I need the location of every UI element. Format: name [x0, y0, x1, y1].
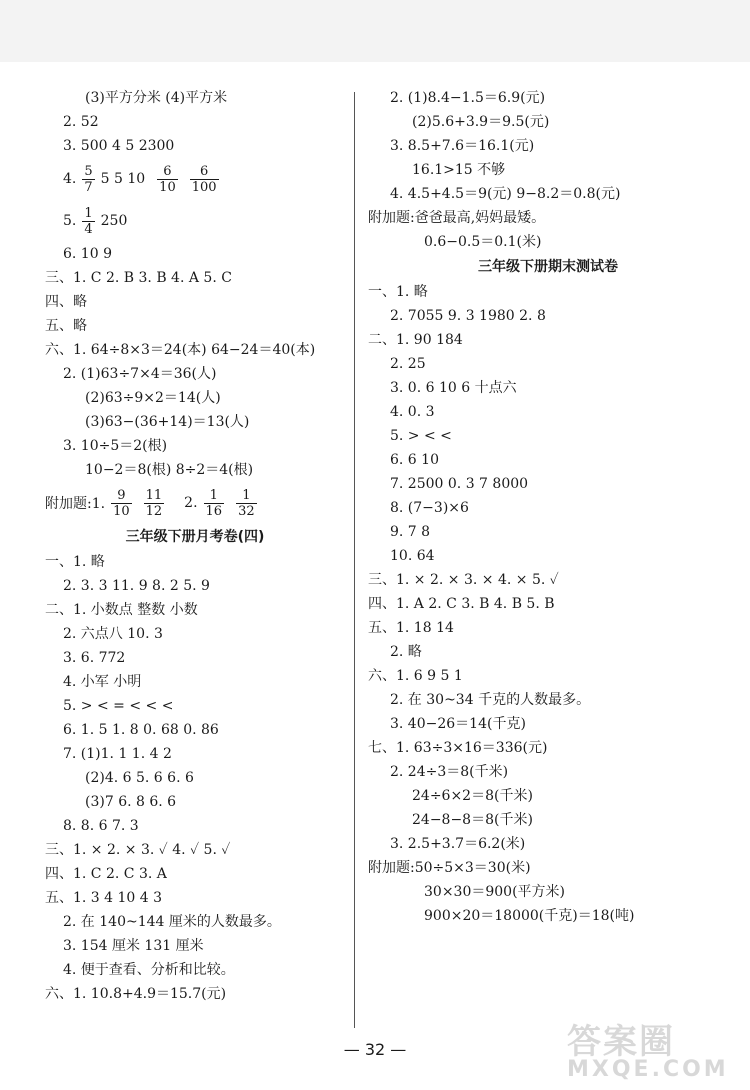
answer-line: 3. 0. 6 10 6 十点六 — [390, 380, 517, 396]
answer-line: 4. 4.5+4.5＝9(元) 9−8.2＝0.8(元) — [390, 186, 621, 202]
denominator: 12 — [145, 503, 163, 519]
numerator: 1 — [84, 205, 93, 221]
answer-line: 30×30＝900(平方米) — [424, 884, 566, 900]
denominator: 7 — [84, 179, 93, 195]
right-column — [368, 86, 728, 928]
answer-line: 2. 在 140~144 厘米的人数最多。 — [63, 914, 281, 930]
answer-line: 5. > < < — [390, 428, 452, 444]
section-heading: 三年级下册期末测试卷 — [478, 259, 618, 275]
answer-line: 一、1. 略 — [45, 554, 105, 570]
answer-line: 24÷6×2＝8(千米) — [412, 788, 533, 804]
fraction — [82, 164, 94, 195]
answer-line: 2. 略 — [390, 644, 422, 660]
answer-line: 7. 2500 0. 3 7 8000 — [390, 476, 529, 492]
answer-line: 3. 8.5+7.6＝16.1(元) — [390, 138, 535, 154]
answer-line: 七、1. 63÷3×16＝336(元) — [368, 740, 548, 756]
answer-line: 3. 6. 772 — [63, 650, 126, 666]
item-number: 4. — [63, 171, 77, 187]
answer-line: (2)4. 6 5. 6 6. 6 — [85, 770, 194, 786]
answer-line: 2. 24÷3＝8(千米) — [390, 764, 509, 780]
answer-line: 3. 2.5+3.7＝6.2(米) — [390, 836, 526, 852]
watermark-url: MXQE.COM — [567, 1057, 729, 1082]
answer-line: 三、1. × 2. × 3. ✓ 4. ✓ 5. ✓ — [45, 842, 231, 858]
page-top-band — [0, 0, 750, 62]
watermark-logo — [567, 1014, 742, 1084]
answer-line: 8. (7−3)×6 — [390, 500, 469, 516]
answer-line: 二、1. 小数点 整数 小数 — [45, 602, 198, 618]
answer-line: 四、1. A 2. C 3. B 4. B 5. B — [368, 596, 555, 612]
answer-line: (3)63−(36+14)＝13(人) — [85, 414, 250, 430]
bonus-label: 附加题:1. — [45, 496, 106, 512]
fraction-answer-line — [45, 482, 345, 524]
answer-line: (3)平方分米 (4)平方米 — [85, 90, 228, 106]
denominator: 4 — [84, 221, 93, 237]
answer-line: 8. 8. 6 7. 3 — [63, 818, 139, 834]
answer-line: 五、1. 18 14 — [368, 620, 454, 636]
answer-line: 4. 0. 3 — [390, 404, 435, 420]
numerator: 9 — [117, 487, 126, 503]
item-number: 5. — [63, 213, 77, 229]
answer-text: 250 — [100, 213, 128, 229]
answer-line: 2. 52 — [63, 114, 99, 130]
fraction — [190, 164, 219, 195]
answer-line: (2)5.6+3.9＝9.5(元) — [412, 114, 550, 130]
answer-line: 附加题:50÷5×3＝30(米) — [368, 860, 531, 876]
answer-line: 五、1. 3 4 10 4 3 — [45, 890, 163, 906]
answer-line: 10−2＝8(根) 8÷2＝4(根) — [85, 462, 254, 478]
denominator: 10 — [159, 179, 176, 195]
fraction — [204, 488, 225, 519]
answer-line: 二、1. 90 184 — [368, 332, 463, 348]
answer-line: 6. 6 10 — [390, 452, 439, 468]
answer-line: 2. (1)63÷7×4＝36(人) — [63, 366, 217, 382]
answer-line: 2. 在 30~34 千克的人数最多。 — [390, 692, 591, 708]
answer-line: 四、略 — [45, 294, 87, 310]
answer-line: 0.6−0.5＝0.1(米) — [424, 234, 542, 250]
fraction-answer-line — [45, 200, 345, 242]
answer-line: 24−8−8＝8(千米) — [412, 812, 533, 828]
answer-line: 4. 小军 小明 — [63, 674, 142, 690]
answer-line: 一、1. 略 — [368, 284, 428, 300]
answer-line: 2. 25 — [390, 356, 426, 372]
numerator: 6 — [163, 163, 172, 179]
answer-line: 5. > < = < < < — [63, 698, 174, 714]
denominator: 16 — [205, 503, 223, 519]
column-divider — [354, 92, 355, 1028]
answer-line: 3. 40−26＝14(千克) — [390, 716, 526, 732]
answer-line: 五、略 — [45, 318, 87, 334]
answer-line: 四、1. C 2. C 3. A — [45, 866, 167, 882]
answer-line: 3. 154 厘米 131 厘米 — [63, 938, 204, 954]
fraction-answer-line — [45, 158, 345, 200]
answer-line: 9. 7 8 — [390, 524, 431, 540]
numerator: 1 — [209, 487, 218, 503]
answer-text: 5 5 10 — [100, 171, 146, 187]
answer-line: 2. 3. 3 11. 9 8. 2 5. 9 — [63, 578, 210, 594]
denominator: 32 — [238, 503, 255, 519]
answer-line: 3. 10÷5＝2(根) — [63, 438, 168, 454]
answer-line: (2)63÷9×2＝14(人) — [85, 390, 221, 406]
page-number: — 32 — — [343, 1040, 407, 1059]
answer-line: 7. (1)1. 1 1. 4 2 — [63, 746, 172, 762]
fraction — [236, 488, 257, 519]
answer-line: 10. 64 — [390, 548, 435, 564]
answer-line: 2. 7055 9. 3 1980 2. 8 — [390, 308, 546, 324]
fraction — [111, 488, 132, 519]
answer-line: 4. 便于查看、分析和比较。 — [63, 962, 235, 978]
numerator: 6 — [199, 163, 209, 179]
answer-line: 2. 六点八 10. 3 — [63, 626, 163, 642]
denominator: 100 — [191, 179, 217, 195]
answer-line: 六、1. 6 9 5 1 — [368, 668, 463, 684]
numerator: 1 — [242, 487, 251, 503]
answer-line: 3. 500 4 5 2300 — [63, 138, 175, 154]
answer-line: 6. 10 9 — [63, 246, 112, 262]
fraction — [82, 206, 94, 237]
answer-line: 6. 1. 5 1. 8 0. 68 0. 86 — [63, 722, 219, 738]
answer-line: 六、1. 64÷8×3＝24(本) 64−24＝40(本) — [45, 342, 316, 358]
left-column — [45, 86, 345, 1006]
denominator: 10 — [113, 503, 130, 519]
answer-line: 16.1>15 不够 — [412, 162, 506, 178]
answer-line: 六、1. 10.8+4.9＝15.7(元) — [45, 986, 227, 1002]
fraction — [144, 488, 165, 519]
answer-line: 附加题:爸爸最高,妈妈最矮。 — [368, 210, 546, 226]
numerator: 5 — [84, 163, 93, 179]
item-number: 2. — [184, 495, 198, 511]
watermark-text: 答案圈 — [567, 1022, 675, 1062]
answer-line: 三、1. × 2. × 3. × 4. × 5. ✓ — [368, 572, 559, 588]
numerator: 11 — [145, 487, 163, 503]
section-heading: 三年级下册月考卷(四) — [125, 529, 265, 545]
answer-line: 三、1. C 2. B 3. B 4. A 5. C — [45, 270, 232, 286]
answer-line: 2. (1)8.4−1.5＝6.9(元) — [390, 90, 546, 106]
answer-line: (3)7 6. 8 6. 6 — [85, 794, 177, 810]
fraction — [157, 164, 178, 195]
answer-line: 900×20＝18000(千克)＝18(吨) — [424, 908, 635, 924]
